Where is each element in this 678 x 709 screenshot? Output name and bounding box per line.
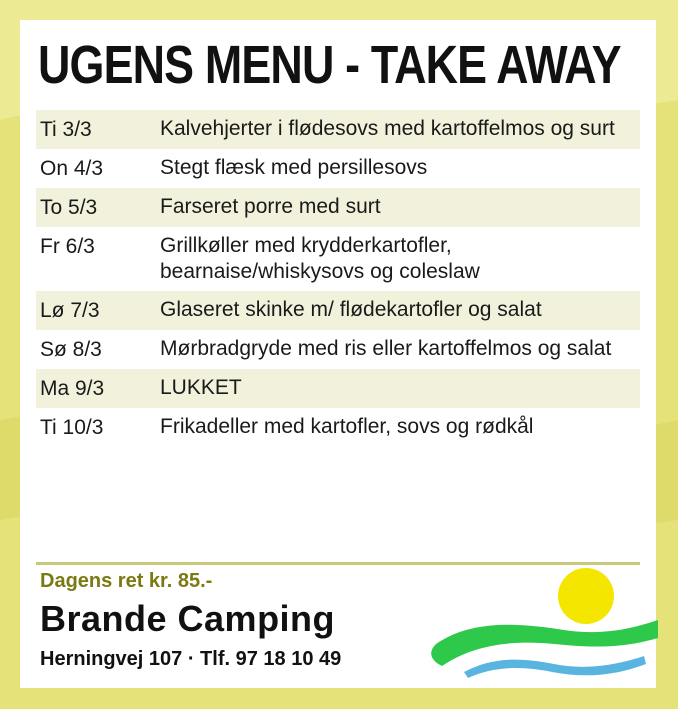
- address-phone: Herningvej 107 · Tlf. 97 18 10 49: [40, 648, 342, 670]
- grass-icon: [431, 620, 658, 666]
- menu-day: Ti 3/3: [40, 118, 92, 141]
- menu-row: [36, 227, 640, 291]
- menu-row: [36, 330, 640, 369]
- menu-dish: Farseret porre med surt: [160, 195, 381, 218]
- menu-row: [36, 408, 640, 447]
- menu-dish: LUKKET: [160, 376, 242, 399]
- sun-over-hills-logo-icon: [414, 548, 658, 688]
- brand-name: Brande Camping: [40, 598, 336, 639]
- menu-row: [36, 291, 640, 330]
- page-title: UGENS MENU - TAKE AWAY: [38, 35, 621, 95]
- menu-list: [36, 110, 640, 447]
- menu-row: [36, 110, 640, 149]
- menu-day: Ma 9/3: [40, 377, 105, 400]
- menu-row: [36, 369, 640, 408]
- menu-day: To 5/3: [40, 196, 98, 219]
- menu-day: Lø 7/3: [40, 299, 100, 322]
- menu-day: Ti 10/3: [40, 416, 104, 439]
- menu-day: Sø 8/3: [40, 338, 102, 361]
- menu-row: [36, 188, 640, 227]
- menu-dish: Frikadeller med kartofler, sovs og rødkål: [160, 415, 534, 438]
- menu-dish: Kalvehjerter i flødesovs med kartoffelmos og surt: [160, 117, 615, 140]
- sun-icon: [558, 568, 614, 624]
- menu-dish: Stegt flæsk med persillesovs: [160, 156, 428, 179]
- menu-day: On 4/3: [40, 157, 104, 180]
- water-icon: [464, 656, 646, 678]
- menu-row: [36, 149, 640, 188]
- menu-dish: Grillkøller med krydderkartofler, bearnaise/whiskysovs og coleslaw: [160, 234, 480, 283]
- daily-price: Dagens ret kr. 85.-: [40, 570, 213, 592]
- menu-dish: Glaseret skinke m/ flødekartofler og salat: [160, 298, 542, 321]
- menu-day: Fr 6/3: [40, 235, 95, 258]
- menu-dish: Mørbradgryde med ris eller kartoffelmos og salat: [160, 337, 612, 360]
